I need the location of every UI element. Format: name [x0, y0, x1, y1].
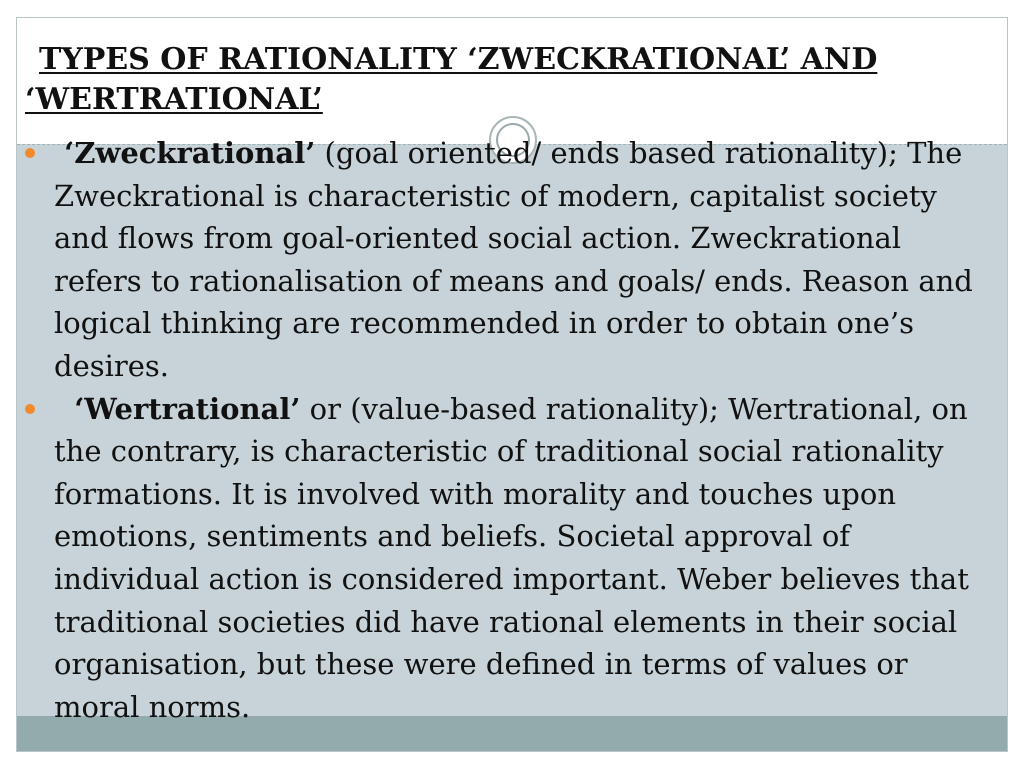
bullet-list [17, 132, 1007, 728]
bullet-dot-icon [25, 148, 35, 158]
slide-title-text: TYPES OF RATIONALITY ‘ZWECKRATIONAL’ AND ‘WERTRATIONAL’ [25, 42, 878, 117]
slide [16, 17, 1008, 752]
bullet-text-zweckrational: (goal oriented/ ends based rationality); The Zweckrational is characteristic of modern, capitalist society and flows from goal-oriented social action. Zweckrational refers to rationalisation of means and goals/ ends. Reason and logical thinking are recommended in order to obtain one’s desires. [54, 136, 973, 383]
term-wertrational: ‘Wertrational’ [54, 391, 301, 426]
bullet-dot-icon [25, 404, 35, 414]
bullet-item-wertrational [17, 388, 1007, 729]
bullet-text-wertrational: or (value-based rationality); Wertrational, on the contrary, is characteristic of traditional social rationality formations. It is involved with morality and touches upon emotions, sentiments and beliefs. Societal approval of individual action is considered important. Weber believes that traditional societies did have rational elements in their social organisation, but these were defined in terms of values or moral norms. [54, 391, 969, 724]
term-zweckrational: ‘Zweckrational’ [54, 136, 316, 170]
bullet-item-zweckrational [17, 132, 1007, 388]
slide-title [25, 40, 985, 120]
